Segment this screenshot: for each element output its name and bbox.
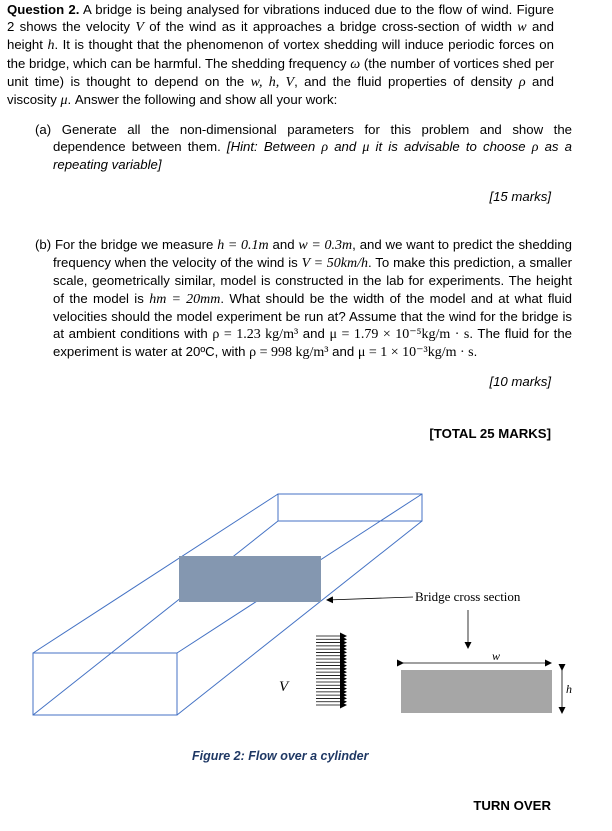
cross-section-leader <box>327 597 413 600</box>
part-b-text: , and we want to predict the shedding frequency when the velocity of the wind is <box>53 237 572 271</box>
part-b-text: For the bridge we measure <box>54 237 218 252</box>
question-intro <box>7 1 554 109</box>
mu-symbol: μ <box>60 93 68 109</box>
question-text: . It is thought that the phenomenon of vortex shedding will induce periodic forces on the bridge, which can be harmful. The shedding frequency <box>7 37 554 71</box>
question-text: of the wind as it approaches a bridge cross-section of width <box>143 19 518 35</box>
rho-symbol: ρ <box>531 140 539 156</box>
bridge-front-face <box>33 653 177 715</box>
width-symbol: w <box>517 20 527 36</box>
equation: w = 0.3m <box>298 238 353 253</box>
part-b-text: . <box>473 344 478 360</box>
part-b-text: . To make this prediction, a smaller scale, geometrically similar, model is constructed in the lab for experiments. The height of the model is <box>53 255 572 306</box>
width-label: w <box>492 649 501 663</box>
mu-symbol: μ <box>362 140 370 156</box>
part-b-text: . What should be the width of the model and at what fluid velocities should the model experiment be run at? Assume that the wind for the bridge is at ambient conditions with <box>53 290 573 342</box>
bridge-cross-section-rect <box>401 670 552 713</box>
question-text: and height <box>7 19 554 53</box>
part-b <box>35 236 572 361</box>
height-label: h <box>566 682 572 696</box>
part-b-text: and <box>298 326 330 342</box>
equation: μ = 1.79 × 10⁻⁵kg/m · s <box>329 327 470 343</box>
velocity-arrows <box>316 636 346 705</box>
velocity-symbol: V <box>135 20 144 36</box>
bridge-edge <box>177 521 422 715</box>
rho-symbol: ρ <box>321 140 329 156</box>
part-b-text: and <box>268 237 299 252</box>
velocity-label: V <box>279 679 289 695</box>
part-a-marks: [15 marks] <box>489 189 551 204</box>
equation: ρ = 1.23 kg/m³ <box>212 327 299 343</box>
part-a <box>35 121 572 174</box>
bridge-figure <box>0 470 612 770</box>
hint-text: it is advisable to choose <box>369 139 532 155</box>
question-text: (the number of vortices shed per unit time) is thought to depend on the <box>7 55 554 89</box>
rho-symbol: ρ <box>518 74 526 90</box>
height-symbol: h <box>47 38 55 54</box>
variables-symbol: w, h, V <box>250 74 295 90</box>
bridge-box <box>33 494 422 715</box>
part-b-text: and <box>328 344 358 360</box>
hint-text: as a repeating variable] <box>53 139 572 173</box>
equation: h = 0.1m <box>217 238 269 253</box>
part-b-marks: [10 marks] <box>489 374 551 389</box>
question-label: Question 2. <box>7 2 80 17</box>
part-a-label: (a) <box>35 122 62 137</box>
part-b-text: . The fluid for the experiment is water at 20ºC, with <box>53 326 572 360</box>
part-a-text: Generate all the non-dimensional parameters for this problem and show the dependence between them. <box>53 122 572 155</box>
question-text: . Answer the following and show all your work: <box>67 92 338 108</box>
bridge-edge <box>33 521 278 715</box>
equation: μ = 1 × 10⁻³kg/m · s <box>357 345 474 361</box>
question-text: A bridge is being analysed for vibrations induced due to the flow of wind. Figure 2 shows the velocity <box>7 2 554 35</box>
equation: ρ = 998 kg/m³ <box>249 345 329 361</box>
equation: V = 50km/h <box>301 256 368 272</box>
question-text: and viscosity <box>7 73 554 108</box>
cross-section-label: Bridge cross section <box>415 589 521 604</box>
figure-caption: Figure 2: Flow over a cylinder <box>192 749 369 763</box>
equation: hm = 20mm <box>149 291 221 307</box>
total-marks: [TOTAL 25 MARKS] <box>429 426 551 441</box>
part-b-label: (b) <box>35 237 55 252</box>
turn-over: TURN OVER <box>473 798 551 813</box>
omega-symbol: ω <box>350 56 361 72</box>
hint-text: and <box>328 139 363 155</box>
cross-section-plane <box>179 556 321 602</box>
hint-text: [Hint: Between <box>226 139 322 155</box>
question-text: , and the fluid properties of density <box>294 73 519 89</box>
